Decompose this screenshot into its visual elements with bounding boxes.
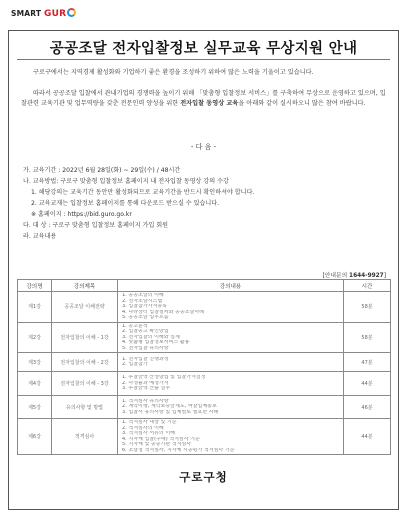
notice-title: 공공조달 전자입찰정보 실무교육 무상지원 안내 bbox=[49, 41, 358, 57]
lecture-number: 제2강 bbox=[18, 322, 52, 353]
lecture-content-item: 2. 사정률과 예정가격 bbox=[122, 380, 169, 386]
lecture-content-item: 2. 전자조달시스템 bbox=[122, 298, 163, 304]
lecture-title: 전자입찰의 이해 - 1강 bbox=[52, 322, 118, 353]
table-row bbox=[18, 322, 391, 353]
table-row bbox=[18, 292, 391, 323]
lecture-content-item: 1. 전자입찰 진행과정 bbox=[122, 356, 169, 362]
lecture-content bbox=[118, 322, 344, 353]
table-row bbox=[18, 419, 391, 455]
issuer-name: 구로구청 bbox=[179, 470, 228, 484]
lecture-content bbox=[118, 353, 344, 372]
lecture-number: 제5강 bbox=[18, 396, 52, 419]
lecture-content-item: 3. 적격심사 서류의 이해 bbox=[122, 431, 176, 436]
header-lecture: 강의명 bbox=[18, 280, 52, 292]
lecture-content bbox=[118, 292, 344, 323]
lecture-content-item: 1. 공공조달의 이해 bbox=[122, 293, 164, 298]
lecture-hours: 58분 bbox=[344, 292, 391, 323]
lecture-title: 적격심사 bbox=[52, 419, 118, 455]
lecture-content bbox=[118, 372, 344, 396]
logo-text-smart: SMART bbox=[11, 9, 42, 18]
lecture-content-item: 3. 입찰참가자격등록 bbox=[122, 304, 168, 309]
lecture-hours: 47분 bbox=[344, 353, 391, 372]
table-row bbox=[18, 396, 391, 419]
intro-paragraph-2-bold: 전자입찰 동영상 교육 bbox=[180, 100, 239, 107]
header-content: 강의내용 bbox=[118, 280, 344, 292]
detail-note-1: 1. 해당강의는 교육기간 동안만 활성화되므로 교육기간을 반드시 확인하셔야 합니다. bbox=[31, 189, 255, 196]
lecture-content-item: 1. 적격심사 유의사항 bbox=[122, 398, 169, 404]
lecture-content-item: 6. 조달청 적격심사, 지자체 시공평가 적격심사 기준 bbox=[122, 447, 235, 453]
smart-guro-logo bbox=[11, 8, 76, 19]
curriculum-table bbox=[17, 279, 391, 455]
detail-target: 다. 대 상 : 구로구 맞춤형 입찰정보 홈페이지 가입 회원 bbox=[23, 222, 169, 229]
detail-period: 가. 교육기간 : 2022년 6월 28일(화) ~ 29일(수) / 48시간 bbox=[23, 167, 181, 174]
lecture-hours: 44분 bbox=[344, 372, 391, 396]
lecture-title: 전자입찰의 이해 - 3강 bbox=[52, 372, 118, 396]
table-row bbox=[18, 372, 391, 396]
lecture-content-item: 4. 맞춤형 입찰정보서비스 활용 bbox=[122, 340, 190, 345]
notice-document bbox=[8, 30, 399, 510]
lecture-content-item: 2. 입찰참가 bbox=[122, 362, 148, 367]
lecture-content-item: 2. 적격심사의 이해 bbox=[122, 425, 164, 431]
table-header-row bbox=[18, 280, 391, 292]
lecture-content-item: 5. 공공조달 업무흐름 bbox=[122, 315, 169, 320]
lecture-content-item: 1. 공고분석 bbox=[122, 323, 148, 329]
inquiry-number: 1644-9927 bbox=[349, 273, 384, 279]
lecture-number: 제1강 bbox=[18, 292, 52, 323]
detail-homepage: ※ 홈페이지 : https://bid.guro.go.kr bbox=[31, 211, 132, 218]
lecture-number: 제6강 bbox=[18, 419, 52, 455]
inquiry-close: ] bbox=[383, 273, 386, 279]
header-title: 강의제목 bbox=[52, 280, 118, 292]
lecture-content-item: 2. 계약이행, 계약보증금제도, 낙찰업체통보 bbox=[122, 404, 217, 410]
detail-note-2: 2. 교육교재는 입찰정보 홈페이지를 통해 다운로드 받으실 수 있습니다. bbox=[31, 200, 220, 207]
lecture-title: 유의사항 및 방법 bbox=[52, 396, 118, 419]
lecture-content-item: 4. 나라장터 입찰절차와 공공조달사례 bbox=[122, 309, 204, 315]
lecture-content-item: 3. 전자입찰의 이해와 실제 bbox=[122, 334, 180, 340]
lecture-content-item: 3. 입찰서 유의사항 및 업체별로 필요한 사례 bbox=[122, 409, 219, 415]
da-eum-heading: - 다 음 - bbox=[190, 143, 217, 151]
logo-ring-icon bbox=[67, 8, 76, 17]
intro-paragraph-2 bbox=[21, 89, 388, 109]
lecture-content-item: 1. 투찰금액 산정방법 및 입찰가격결정 bbox=[122, 375, 206, 381]
intro-paragraph-1: 구로구에서는 지역경제 활성화와 기업하기 좋은 환경을 조성하기 위하여 많은 노력을 기울이고 있습니다. bbox=[33, 69, 314, 76]
lecture-title: 전자입찰의 이해 - 2강 bbox=[52, 353, 118, 372]
inquiry-phone bbox=[323, 270, 386, 279]
lecture-content-item: 3. 투찰금액 산출 실무 bbox=[122, 386, 171, 392]
title-divider bbox=[17, 59, 390, 60]
lecture-title: 공공조달 이해전략 bbox=[52, 292, 118, 323]
lecture-number: 제4강 bbox=[18, 372, 52, 396]
intro-paragraph-2-end: 을 아래와 같이 실시하오니 많은 참여 바랍니다. bbox=[238, 100, 366, 107]
table-row bbox=[18, 353, 391, 372]
lecture-hours: 46분 bbox=[344, 396, 391, 419]
lecture-content-item: 4. 지자체 입찰(구매) 적격심사 기준 bbox=[122, 436, 200, 442]
header-hours: 시간 bbox=[344, 280, 391, 292]
lecture-hours: 44분 bbox=[344, 419, 391, 455]
lecture-content-item: 1. 적격심사 대상 및 기준 bbox=[122, 420, 177, 425]
logo-text-gur: GUR bbox=[44, 9, 67, 19]
lecture-content-item: 5. 전자입찰 유의사항 bbox=[122, 345, 169, 351]
detail-content: 라. 교육내용 bbox=[23, 233, 57, 240]
detail-method: 나. 교육방법: 구로구 맞춤형 입찰정보 홈페이지 내 전자입찰 동영상 강의 수강 bbox=[23, 178, 229, 185]
lecture-content bbox=[118, 419, 344, 455]
lecture-content-item: 2. 입찰공고 확인방법 bbox=[122, 329, 169, 334]
lecture-number: 제3강 bbox=[18, 353, 52, 372]
intro-paragraph-2-start: 따라서 공공조달 입찰에서 관내기업의 경쟁력을 높이기 위해 「맞춤형 입찰정보 서비스」를 구축하여 무상으로 운영하고 있으며, 입찰관련 교육기관 및 업무역량을 갖춘 전문인력 양성을 위한 bbox=[21, 90, 386, 107]
lecture-content-item: 5. 지자체 및 공공기관 적격심사 bbox=[122, 442, 192, 447]
lecture-content bbox=[118, 396, 344, 419]
lecture-hours: 58분 bbox=[344, 322, 391, 353]
inquiry-label: [안내문의 bbox=[322, 273, 350, 279]
